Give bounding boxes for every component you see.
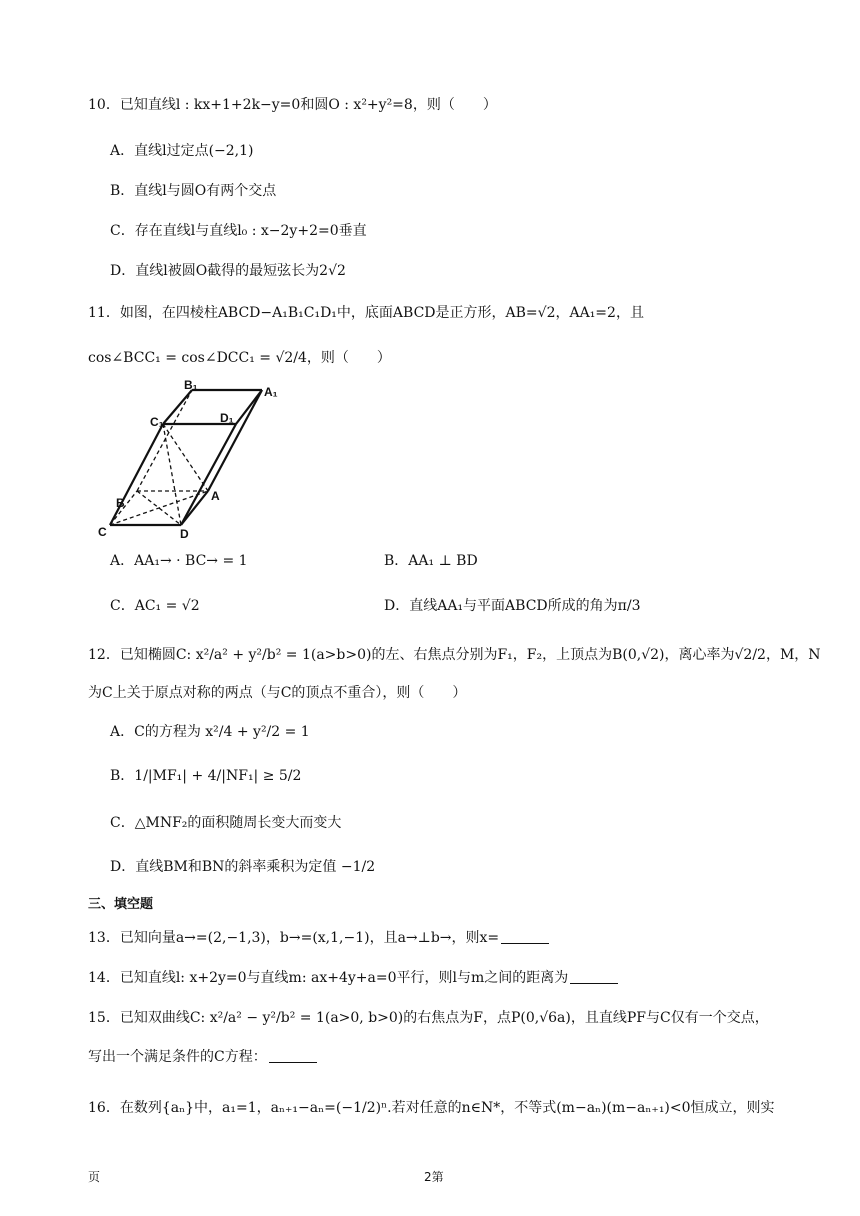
q14-answer-blank — [570, 969, 618, 984]
q14-text: 14．已知直线l: x+2y=0与直线m: ax+4y+a=0平行，则l与m之间的距离为 — [88, 970, 569, 986]
q12-option-a: A．C的方程为 x²/4 + y²/2 = 1 — [110, 724, 310, 740]
q10-option-a: A．直线l过定点(−2,1) — [110, 143, 254, 159]
q15-line2 — [88, 1047, 860, 1067]
label-b1: B₁ — [184, 378, 198, 392]
q13-answer-blank — [501, 929, 549, 944]
footer-left: 页 — [88, 1170, 101, 1184]
label-d1: D₁ — [220, 411, 234, 425]
q11-stem-2: cos∠BCC₁ = cos∠DCC₁ = √2/4，则（ ） — [88, 350, 391, 366]
q11-option-b: B．AA₁ ⊥ BD — [384, 553, 478, 569]
q16-text: 16．在数列{aₙ}中，a₁=1，aₙ₊₁−aₙ=(−1/2)ⁿ.若对任意的n∈N*，不等式(m−aₙ)(m−aₙ₊₁)<0恒成立，则实 — [88, 1100, 775, 1116]
q15-text-2: 写出一个满足条件的C方程： — [88, 1049, 267, 1065]
q12-option-d: D．直线BM和BN的斜率乘积为定值 −1/2 — [110, 859, 376, 875]
footer-page: 2第 — [424, 1170, 444, 1184]
prism-figure — [96, 378, 278, 541]
q12-stem: 12．已知椭圆C: x²/a² + y²/b² = 1(a>b>0)的左、右焦点分别为F₁，F₂，上顶点为B(0,√2)，离心率为√2/2，M，N — [88, 647, 821, 663]
q13-text: 13．已知向量a→=(2,−1,3)，b→=(x,1,−1)，且a→⊥b→，则x= — [88, 930, 500, 946]
q11-option-c: C．AC₁ = √2 — [110, 598, 200, 614]
q10-option-d: D．直线l被圆O截得的最短弦长为2√2 — [110, 263, 346, 279]
q11-option-d: D．直线AA₁与平面ABCD所成的角为π/3 — [384, 598, 641, 614]
label-c1: C₁ — [150, 415, 164, 429]
q10-stem: 10．已知直线l : kx+1+2k−y=0和圆O : x²+y²=8，则（ ） — [88, 97, 497, 113]
label-d: D — [180, 527, 189, 541]
q11-option-a: A．AA₁→ · BC→ = 1 — [110, 553, 248, 569]
q12-option-b: B．1/|MF₁| + 4/|NF₁| ≥ 5/2 — [110, 768, 302, 784]
q13 — [88, 928, 860, 948]
q11-stem: 11．如图，在四棱柱ABCD−A₁B₁C₁D₁中，底面ABCD是正方形，AB=√2，AA₁=2，且 — [88, 305, 644, 321]
q12-stem-2: 为C上关于原点对称的两点（与C的顶点不重合），则（ ） — [88, 685, 467, 701]
q10-option-c: C．存在直线l与直线l₀ : x−2y+2=0垂直 — [110, 223, 367, 239]
q15-text: 15．已知双曲线C: x²/a² − y²/b² = 1(a>0, b>0)的右焦点为F，点P(0,√6a)，且直线PF与C仅有一个交点， — [88, 1010, 769, 1026]
q12-option-c: C．△MNF₂的面积随周长变大而变大 — [110, 815, 342, 831]
q10-option-b: B．直线l与圆O有两个交点 — [110, 183, 277, 199]
q14 — [88, 968, 860, 988]
label-a1: A₁ — [264, 385, 278, 399]
section-fill-in-title: 三、填空题 — [88, 897, 154, 912]
q15-answer-blank — [269, 1048, 317, 1063]
label-c: C — [98, 525, 107, 539]
label-a: A — [211, 489, 220, 503]
label-b: B — [116, 496, 125, 510]
